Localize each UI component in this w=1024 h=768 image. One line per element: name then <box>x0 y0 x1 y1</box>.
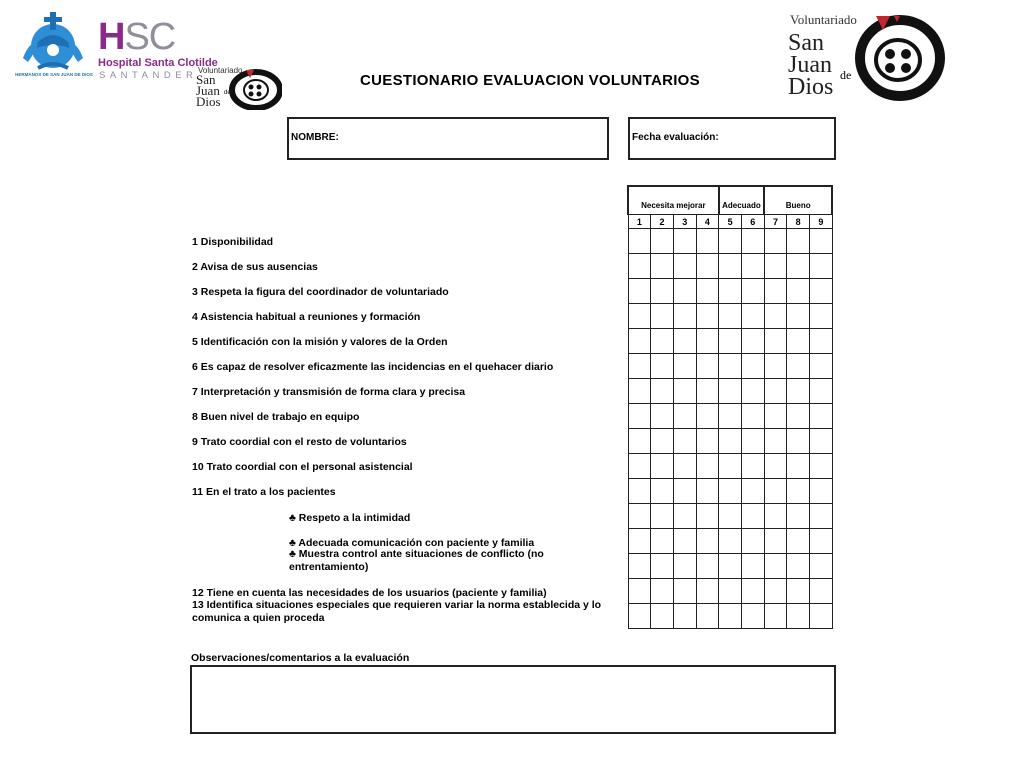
rating-cell[interactable] <box>673 379 696 404</box>
rating-cell[interactable] <box>673 529 696 554</box>
hermanos-caption: HERMANOS DE SAN JUAN DE DIOS <box>15 72 93 77</box>
rating-cell[interactable] <box>787 329 810 354</box>
rating-cell[interactable] <box>810 329 833 354</box>
vol-large-san: San <box>788 30 824 56</box>
rating-cell[interactable] <box>741 529 764 554</box>
name-label: NOMBRE: <box>291 132 339 143</box>
rating-cell[interactable] <box>741 454 764 479</box>
rating-cell[interactable] <box>764 229 787 254</box>
rating-cell[interactable] <box>810 279 833 304</box>
vol-small-juan: Juan <box>196 83 220 98</box>
rating-row <box>628 579 832 604</box>
rating-cell[interactable] <box>719 379 742 404</box>
rating-row <box>628 479 832 504</box>
rating-cell[interactable] <box>741 579 764 604</box>
rating-cell[interactable] <box>741 329 764 354</box>
rating-cell[interactable] <box>719 354 742 379</box>
rating-cell[interactable] <box>787 604 810 629</box>
rating-cell[interactable] <box>810 504 833 529</box>
rating-row <box>628 554 832 579</box>
rating-cell[interactable] <box>651 304 674 329</box>
rating-cell[interactable] <box>787 579 810 604</box>
rating-cell[interactable] <box>696 604 719 629</box>
scale-number: 5 <box>719 215 742 229</box>
question-11: 11 En el trato a los pacientes <box>192 486 336 498</box>
rating-row <box>628 529 832 554</box>
rating-cell[interactable] <box>810 454 833 479</box>
rating-cell[interactable] <box>628 479 651 504</box>
question-5: 5 Identificación con la misión y valores de la Orden <box>192 336 448 348</box>
rating-cell[interactable] <box>764 254 787 279</box>
vol-large-juan: Juan <box>788 52 832 78</box>
page-title: CUESTIONARIO EVALUACION VOLUNTARIOS <box>360 72 700 89</box>
rating-cell[interactable] <box>696 404 719 429</box>
rating-cell[interactable] <box>764 579 787 604</box>
rating-cell[interactable] <box>651 554 674 579</box>
rating-cell[interactable] <box>628 554 651 579</box>
rating-row <box>628 454 832 479</box>
vol-small-emblem-icon <box>228 68 282 110</box>
hospital-city: SANTANDER <box>99 70 198 81</box>
question-13: 13 Identifica situaciones especiales que requieren variar la norma establecida y lo comunica a quien proceda <box>192 599 602 624</box>
rating-cell[interactable] <box>628 354 651 379</box>
vol-small-dios: Dios <box>196 94 221 109</box>
rating-cell[interactable] <box>673 479 696 504</box>
rating-cell[interactable] <box>628 229 651 254</box>
rating-cell[interactable] <box>787 404 810 429</box>
rating-cell[interactable] <box>719 304 742 329</box>
hsc-sc: SC <box>124 16 176 58</box>
date-label: Fecha evaluación: <box>632 132 719 143</box>
rating-cell[interactable] <box>628 404 651 429</box>
rating-cell[interactable] <box>787 429 810 454</box>
rating-row <box>628 329 832 354</box>
rating-cell[interactable] <box>696 229 719 254</box>
voluntariado-logo-small <box>196 66 286 112</box>
rating-cell[interactable] <box>741 279 764 304</box>
question-4: 4 Asistencia habitual a reuniones y formación <box>192 311 421 323</box>
rating-cell[interactable] <box>741 379 764 404</box>
scale-number: 7 <box>764 215 787 229</box>
rating-row <box>628 404 832 429</box>
question-3: 3 Respeta la figura del coordinador de voluntariado <box>192 286 449 298</box>
rating-cell[interactable] <box>673 454 696 479</box>
vol-small-de: de <box>224 90 231 96</box>
rating-row <box>628 354 832 379</box>
rating-cell[interactable] <box>810 554 833 579</box>
rating-cell[interactable] <box>787 304 810 329</box>
rating-cell[interactable] <box>696 329 719 354</box>
rating-cell[interactable] <box>673 404 696 429</box>
rating-cell[interactable] <box>673 254 696 279</box>
rating-cell[interactable] <box>673 604 696 629</box>
rating-cell[interactable] <box>696 279 719 304</box>
rating-cell[interactable] <box>741 554 764 579</box>
vol-small-word: Voluntariado <box>198 66 243 75</box>
voluntariado-logo-large <box>788 10 948 104</box>
category-needs-improvement: Necesita mejorar <box>628 186 719 215</box>
rating-cell[interactable] <box>810 429 833 454</box>
rating-cell[interactable] <box>764 454 787 479</box>
rating-cell[interactable] <box>651 379 674 404</box>
rating-cell[interactable] <box>764 479 787 504</box>
rating-cell[interactable] <box>787 529 810 554</box>
question-1: 1 Disponibilidad <box>192 236 274 248</box>
rating-cell[interactable] <box>764 329 787 354</box>
rating-cell[interactable] <box>628 279 651 304</box>
rating-cell[interactable] <box>651 579 674 604</box>
rating-cell[interactable] <box>696 579 719 604</box>
rating-row <box>628 379 832 404</box>
rating-cell[interactable] <box>719 604 742 629</box>
rating-cell[interactable] <box>787 354 810 379</box>
rating-cell[interactable] <box>651 504 674 529</box>
rating-row <box>628 254 832 279</box>
rating-cell[interactable] <box>628 579 651 604</box>
rating-cell[interactable] <box>787 554 810 579</box>
rating-cell[interactable] <box>787 379 810 404</box>
category-adequate: Adecuado <box>719 186 764 215</box>
rating-cell[interactable] <box>719 229 742 254</box>
rating-cell[interactable] <box>696 379 719 404</box>
rating-cell[interactable] <box>696 454 719 479</box>
rating-cell[interactable] <box>787 454 810 479</box>
rating-cell[interactable] <box>741 429 764 454</box>
rating-cell[interactable] <box>651 454 674 479</box>
rating-cell[interactable] <box>764 429 787 454</box>
sub-question-1: ♣ Respeto a la intimidad <box>289 512 411 524</box>
rating-cell[interactable] <box>719 279 742 304</box>
rating-cell[interactable] <box>628 304 651 329</box>
observations-box[interactable] <box>190 665 836 734</box>
vol-small-san: San <box>196 72 216 87</box>
rating-cell[interactable] <box>628 429 651 454</box>
rating-cell[interactable] <box>764 604 787 629</box>
question-6: 6 Es capaz de resolver eficazmente las incidencias en el quehacer diario <box>192 361 554 373</box>
question-7: 7 Interpretación y transmisión de forma clara y precisa <box>192 386 466 398</box>
rating-cell[interactable] <box>696 429 719 454</box>
rating-cell[interactable] <box>719 254 742 279</box>
question-12: 12 Tiene en cuenta las necesidades de los usuarios (paciente y familia) <box>192 587 547 599</box>
rating-cell[interactable] <box>764 279 787 304</box>
rating-row <box>628 279 832 304</box>
vol-large-dios: Dios <box>788 74 834 100</box>
rating-cell[interactable] <box>673 279 696 304</box>
rating-cell[interactable] <box>741 354 764 379</box>
rating-cell[interactable] <box>696 504 719 529</box>
rating-cell[interactable] <box>696 304 719 329</box>
scale-number: 8 <box>787 215 810 229</box>
rating-cell[interactable] <box>651 254 674 279</box>
rating-cell[interactable] <box>810 229 833 254</box>
rating-cell[interactable] <box>719 579 742 604</box>
rating-cell[interactable] <box>719 529 742 554</box>
rating-cell[interactable] <box>673 329 696 354</box>
rating-cell[interactable] <box>628 379 651 404</box>
rating-cell[interactable] <box>628 454 651 479</box>
rating-cell[interactable] <box>628 254 651 279</box>
sub-question-2: ♣ Adecuada comunicación con paciente y familia <box>289 537 535 549</box>
rating-cell[interactable] <box>787 279 810 304</box>
rating-cell[interactable] <box>628 329 651 354</box>
rating-cell[interactable] <box>651 279 674 304</box>
hsc-logo <box>98 18 175 56</box>
rating-cell[interactable] <box>696 354 719 379</box>
question-9: 9 Trato coordial con el resto de voluntarios <box>192 436 407 448</box>
hsc-h: H <box>98 16 125 58</box>
rating-cell[interactable] <box>696 254 719 279</box>
rating-cell[interactable] <box>764 504 787 529</box>
rating-cell[interactable] <box>719 479 742 504</box>
rating-cell[interactable] <box>651 529 674 554</box>
rating-row <box>628 429 832 454</box>
rating-cell[interactable] <box>673 304 696 329</box>
rating-cell[interactable] <box>741 304 764 329</box>
category-good: Bueno <box>764 186 832 215</box>
scale-number: 4 <box>696 215 719 229</box>
rating-row <box>628 504 832 529</box>
rating-cell[interactable] <box>787 229 810 254</box>
rating-cell[interactable] <box>764 529 787 554</box>
rating-cell[interactable] <box>741 504 764 529</box>
rating-cell[interactable] <box>719 329 742 354</box>
rating-cell[interactable] <box>673 354 696 379</box>
rating-cell[interactable] <box>764 404 787 429</box>
rating-cell[interactable] <box>719 454 742 479</box>
rating-cell[interactable] <box>741 479 764 504</box>
rating-cell[interactable] <box>673 579 696 604</box>
observations-label: Observaciones/comentarios a la evaluación <box>191 652 410 664</box>
rating-cell[interactable] <box>787 254 810 279</box>
name-field[interactable] <box>287 117 609 160</box>
rating-cell[interactable] <box>810 479 833 504</box>
rating-cell[interactable] <box>787 504 810 529</box>
rating-cell[interactable] <box>719 404 742 429</box>
rating-cell[interactable] <box>696 529 719 554</box>
scale-number: 9 <box>810 215 833 229</box>
rating-cell[interactable] <box>810 604 833 629</box>
rating-cell[interactable] <box>764 554 787 579</box>
rating-cell[interactable] <box>651 429 674 454</box>
rating-row <box>628 229 832 254</box>
rating-grid <box>627 185 833 629</box>
scale-number: 1 <box>628 215 651 229</box>
sub-question-3: ♣ Muestra control ante situaciones de conflicto (no entrentamiento) <box>289 548 544 573</box>
rating-cell[interactable] <box>719 504 742 529</box>
rating-cell[interactable] <box>719 429 742 454</box>
rating-cell[interactable] <box>651 354 674 379</box>
rating-cell[interactable] <box>673 554 696 579</box>
rating-cell[interactable] <box>628 529 651 554</box>
rating-cell[interactable] <box>673 504 696 529</box>
rating-cell[interactable] <box>628 604 651 629</box>
vol-large-emblem-icon <box>854 12 946 102</box>
rating-cell[interactable] <box>764 304 787 329</box>
rating-cell[interactable] <box>651 404 674 429</box>
rating-cell[interactable] <box>673 429 696 454</box>
scale-number: 6 <box>741 215 764 229</box>
rating-cell[interactable] <box>810 529 833 554</box>
rating-cell[interactable] <box>741 254 764 279</box>
rating-cell[interactable] <box>651 604 674 629</box>
rating-cell[interactable] <box>741 404 764 429</box>
rating-cell[interactable] <box>719 554 742 579</box>
question-8: 8 Buen nivel de trabajo en equipo <box>192 411 360 423</box>
date-field[interactable] <box>628 117 836 160</box>
rating-cell[interactable] <box>651 479 674 504</box>
scale-number: 2 <box>651 215 674 229</box>
rating-cell[interactable] <box>810 404 833 429</box>
rating-cell[interactable] <box>628 504 651 529</box>
rating-cell[interactable] <box>696 479 719 504</box>
rating-cell[interactable] <box>673 229 696 254</box>
question-10: 10 Trato coordial con el personal asistencial <box>192 461 413 473</box>
rating-cell[interactable] <box>810 304 833 329</box>
rating-cell[interactable] <box>810 579 833 604</box>
rating-cell[interactable] <box>810 354 833 379</box>
rating-cell[interactable] <box>810 254 833 279</box>
question-2: 2 Avisa de sus ausencias <box>192 261 318 273</box>
rating-cell[interactable] <box>787 479 810 504</box>
rating-cell[interactable] <box>764 354 787 379</box>
rating-row <box>628 604 832 629</box>
rating-cell[interactable] <box>741 229 764 254</box>
hospital-name: Hospital Santa Clotilde <box>98 57 218 69</box>
scale-number: 3 <box>673 215 696 229</box>
rating-cell[interactable] <box>651 329 674 354</box>
vol-large-de: de <box>840 68 852 82</box>
rating-cell[interactable] <box>810 379 833 404</box>
rating-cell[interactable] <box>764 379 787 404</box>
rating-row <box>628 304 832 329</box>
rating-cell[interactable] <box>741 604 764 629</box>
rating-cell[interactable] <box>696 554 719 579</box>
vol-large-word: Voluntariado <box>790 12 857 27</box>
rating-cell[interactable] <box>651 229 674 254</box>
